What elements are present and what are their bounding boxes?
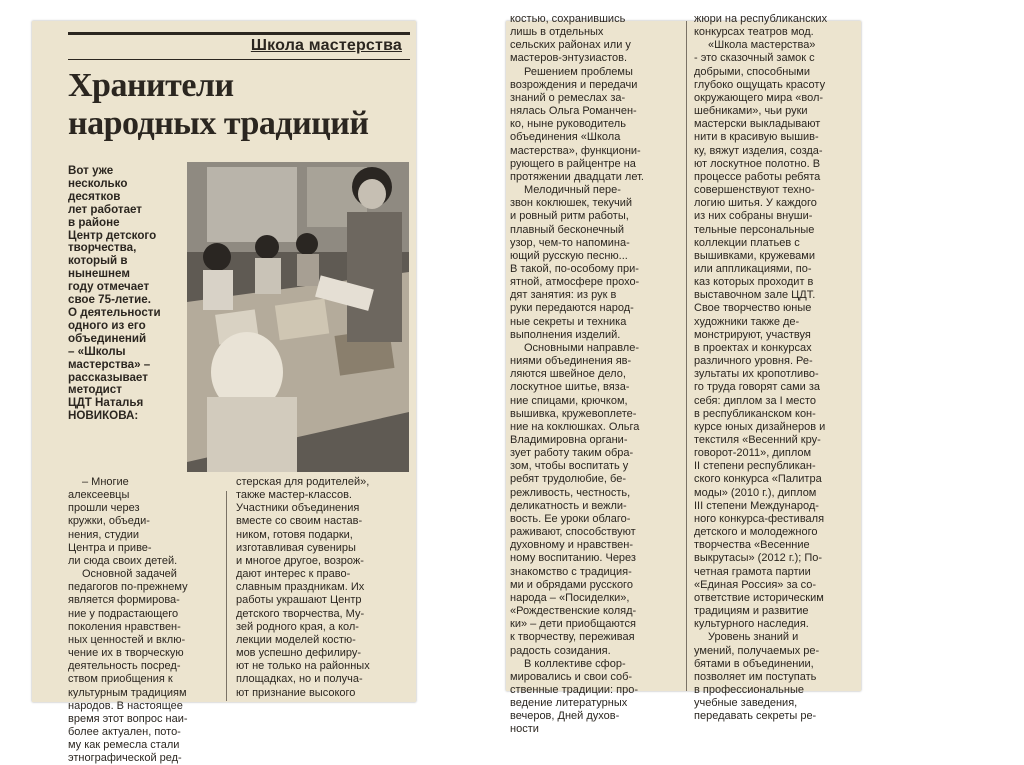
- headline-line-2: народных традиций: [68, 105, 369, 142]
- text-line: совершенствуют техно-: [694, 184, 815, 197]
- text-line: коллекции платьев с: [694, 236, 800, 249]
- text-line: – «Школы: [68, 344, 126, 358]
- text-line: НОВИКОВА:: [68, 409, 139, 423]
- text-line: культурным традициям: [68, 686, 187, 699]
- text-line: ятной, атмосфере прохо-: [510, 276, 640, 289]
- text-line: ского конкурса «Палитра: [694, 473, 822, 486]
- text-line: раживают, способствуют: [510, 526, 636, 539]
- text-line: мастерства», функциони-: [510, 144, 641, 157]
- text-line: передавать секреты ре-: [694, 710, 817, 723]
- text-line: бятами в объединении,: [694, 657, 814, 670]
- text-line: мастеров-энтузиастов.: [510, 52, 628, 65]
- text-line: нынешнем: [68, 267, 130, 281]
- text-line: возрождения и передачи: [510, 78, 638, 91]
- text-line: выкрутасы» (2012 г.); По-: [694, 552, 823, 565]
- text-line: рассказывает: [68, 370, 148, 384]
- text-line: протяжении двадцати лет.: [510, 170, 644, 183]
- text-line: творчества «Весенние: [694, 539, 810, 552]
- text-line: «Единая Россия» за со-: [694, 578, 817, 591]
- text-line: знаний о ремеслах за-: [510, 91, 626, 104]
- text-line: II степени республикан-: [694, 460, 816, 473]
- text-line: конкурсах театров мод.: [694, 26, 814, 39]
- text-line: нения, студии: [68, 528, 139, 541]
- text-line: свое 75-летие.: [68, 293, 151, 307]
- article-lead: [68, 165, 184, 423]
- text-line: го труда говорят сами за: [694, 381, 821, 394]
- text-line: зует работу таким обра-: [510, 447, 634, 460]
- right-newspaper-clipping: [506, 13, 861, 736]
- text-line: различного уровня. Ре-: [694, 355, 813, 368]
- text-line: ми и обрядами русского: [510, 578, 633, 591]
- article-column-3: [510, 13, 678, 737]
- text-line: жюри на республиканских: [694, 13, 828, 25]
- text-line: ки» – дети приобщаются: [510, 618, 636, 631]
- text-line: детского творчества, Му-: [236, 607, 365, 620]
- text-line: ние у подрастающего: [68, 607, 179, 620]
- text-line: текстиля «Весенний кру-: [694, 434, 821, 446]
- headline-line-1: Хранители: [68, 67, 234, 104]
- text-line: выставочном зале ЦДТ.: [694, 289, 816, 302]
- text-line: Основными направле-: [524, 341, 640, 354]
- text-line: ником, готовя подарки,: [236, 528, 353, 541]
- text-line: дят занятия: из рук в: [510, 289, 617, 302]
- section-rubric: Школа мастерства: [250, 37, 402, 54]
- text-line: мов успешно дефилиру-: [236, 647, 362, 660]
- text-line: славным праздникам. Их: [236, 581, 365, 594]
- text-line: вышивками, кружевами: [694, 249, 816, 262]
- text-line: духовному и нравствен-: [510, 539, 634, 552]
- text-line: ют признание высокого: [236, 686, 356, 699]
- text-line: Владимировна органи-: [510, 434, 628, 446]
- text-line: О деятельности: [68, 305, 161, 319]
- text-line: радость созидания.: [510, 644, 611, 657]
- text-line: «Школа мастерства»: [708, 39, 816, 52]
- top-rule: [68, 32, 410, 35]
- text-line: лекции моделей костю-: [236, 633, 356, 646]
- text-line: ребят трудолюбие, бе-: [510, 473, 626, 486]
- text-line: мастерски выкладывают: [694, 118, 821, 131]
- text-line: ко, ныне руководитель: [510, 118, 626, 131]
- text-line: костью, сохранившись: [510, 13, 626, 25]
- text-line: в профессиональные: [694, 683, 804, 696]
- text-line: творчества,: [68, 241, 137, 255]
- text-line: деятельность посред-: [68, 660, 181, 673]
- text-line: Решением проблемы: [524, 65, 633, 78]
- text-line: объединения «Школа: [510, 131, 621, 144]
- text-line: народа – «Посиделки»,: [510, 591, 630, 604]
- text-line: лишь в отдельных: [510, 26, 604, 39]
- text-line: глубоко ощущать красоту: [694, 78, 826, 91]
- article-column-2: [236, 476, 408, 700]
- text-line: ют не только на районных: [236, 660, 370, 673]
- text-line: III степени Международ-: [694, 499, 819, 512]
- text-line: вость. Ее уроки облаго-: [510, 512, 631, 525]
- text-line: монстрируют, участвуя: [694, 328, 811, 341]
- text-line: мировались и свои соб-: [510, 670, 633, 683]
- text-line: в республиканском кон-: [694, 407, 816, 420]
- photo-illustration: [187, 162, 409, 472]
- text-line: зультаты их кропотливо-: [694, 368, 819, 381]
- text-line: выполнения изделий.: [510, 328, 621, 341]
- text-line: говорот-2011», диплом: [694, 447, 812, 460]
- article-column-1: [68, 476, 215, 765]
- text-line: вечеров, Дней духов-: [510, 710, 620, 723]
- text-line: народов. В настоящее: [68, 699, 183, 712]
- text-line: ли сюда своих детей.: [68, 554, 178, 567]
- text-line: окружающего мира «вол-: [694, 91, 824, 104]
- text-line: режливость, честность,: [510, 486, 631, 499]
- text-line: более актуален, пото-: [68, 725, 181, 738]
- text-line: нити в красивую вышив-: [694, 131, 819, 144]
- column-divider: [226, 491, 227, 701]
- text-line: площадках, но и получа-: [236, 673, 363, 686]
- text-line: узор, чем-то напомина-: [510, 236, 630, 249]
- text-line: время этот вопрос наи-: [68, 712, 188, 725]
- text-line: Центр детского: [68, 228, 157, 242]
- text-line: нялась Ольга Романчен-: [510, 105, 637, 118]
- article-headline: [68, 67, 408, 143]
- text-line: В коллективе сфор-: [524, 657, 626, 670]
- text-line: деликатность и вежли-: [510, 499, 627, 512]
- text-line: ют лоскутное полотно. В: [694, 157, 821, 170]
- text-line: одного из его: [68, 318, 146, 332]
- text-line: десятков: [68, 189, 121, 203]
- text-line: сельских районах или у: [510, 39, 631, 52]
- text-line: ные секреты и техника: [510, 315, 627, 328]
- text-line: умений, получаемых ре-: [694, 644, 820, 657]
- left-newspaper-clipping: [32, 21, 416, 765]
- text-line: ниями объединения яв-: [510, 355, 632, 368]
- text-line: дают интерес к право-: [236, 568, 351, 581]
- text-line: к творчеству, переживая: [510, 631, 635, 644]
- text-line: шебниками», чьи руки: [694, 105, 808, 118]
- text-line: художники также де-: [694, 315, 800, 328]
- text-line: ляются швейное дело,: [510, 368, 626, 381]
- text-line: четная грамота партии: [694, 565, 811, 578]
- text-line: Участники объединения: [236, 502, 360, 515]
- text-line: учебные заведения,: [694, 697, 798, 710]
- text-line: - это сказочный замок с: [694, 52, 815, 65]
- text-line: себя: диплом за I место: [694, 394, 816, 407]
- text-line: традициям и развитие: [694, 605, 809, 618]
- rubric-rule: [68, 59, 410, 60]
- text-line: в районе: [68, 215, 120, 229]
- text-line: поколения нравствен-: [68, 620, 181, 633]
- text-line: процессе работы ребята: [694, 170, 821, 183]
- text-line: также мастер-классов.: [236, 489, 352, 502]
- text-line: зом, чтобы воспитать у: [510, 460, 629, 473]
- text-line: ЦДТ Наталья: [68, 396, 144, 410]
- text-line: ние на коклюшках. Ольга: [510, 420, 640, 433]
- text-line: тельные персональные: [694, 223, 815, 236]
- text-line: каз которых проходит в: [694, 276, 814, 289]
- text-line: методист: [68, 383, 122, 397]
- text-line: позволяет им поступать: [694, 670, 817, 683]
- text-line: му как ремесла стали: [68, 739, 180, 752]
- text-line: рующего в райцентре на: [510, 157, 636, 170]
- text-line: ственные традиции: про-: [510, 683, 638, 696]
- text-line: добрыми, способными: [694, 65, 810, 78]
- text-line: ному воспитанию. Через: [510, 552, 636, 565]
- text-line: плавный бесконечный: [510, 223, 625, 236]
- text-line: ющий русскую песню...: [510, 249, 628, 262]
- text-line: несколько: [68, 176, 128, 190]
- text-line: ние спицами, крючком,: [510, 394, 628, 407]
- text-line: прошли через: [68, 502, 140, 515]
- text-line: году отмечает: [68, 280, 150, 294]
- text-line: кружки, объеди-: [68, 515, 150, 528]
- text-line: – Многие: [82, 476, 129, 488]
- text-line: курсе юных дизайнеров и: [694, 420, 826, 433]
- text-line: ку, вяжут изделия, созда-: [694, 144, 823, 157]
- text-line: объединений: [68, 331, 147, 345]
- text-line: в проектах и конкурсах: [694, 341, 812, 354]
- text-line: моды» (2010 г.), диплом: [694, 486, 817, 499]
- text-line: вышивка, кружевоплете-: [510, 407, 637, 420]
- text-line: В такой, по-особому при-: [510, 262, 639, 275]
- text-line: лет работает: [68, 202, 142, 216]
- text-line: Центра и приве-: [68, 541, 152, 554]
- text-line: стерская для родителей»,: [236, 476, 370, 488]
- text-line: работы украшают Центр: [236, 594, 362, 607]
- text-line: изготавливая сувениры: [236, 541, 356, 554]
- text-line: Уровень знаний и: [708, 631, 799, 644]
- text-line: алексеевцы: [68, 489, 130, 502]
- text-line: ных ценностей и вклю-: [68, 633, 186, 646]
- text-line: или аппликациями, по-: [694, 262, 812, 275]
- text-line: логию шитья. У каждого: [694, 197, 817, 210]
- text-line: лоскутное шитье, вяза-: [510, 381, 630, 394]
- text-line: из них собраны внуши-: [694, 210, 813, 223]
- text-line: ответствие историческим: [694, 591, 824, 604]
- text-line: руки передаются народ-: [510, 302, 634, 315]
- column-divider-right: [686, 21, 687, 691]
- article-photo: [187, 162, 409, 472]
- text-line: который в: [68, 254, 128, 268]
- text-line: мастерства» –: [68, 357, 151, 371]
- text-line: культурного наследия.: [694, 618, 809, 631]
- text-line: Свое творчество юные: [694, 302, 812, 315]
- text-line: «Рождественские коляд-: [510, 605, 637, 618]
- text-line: Мелодичный пере-: [524, 184, 621, 197]
- text-line: ством приобщения к: [68, 673, 173, 686]
- text-line: и многое другое, возрож-: [236, 554, 364, 567]
- text-line: звон коклюшек, текучий: [510, 197, 633, 210]
- text-line: является формирова-: [68, 594, 180, 607]
- text-line: зей родного края, а кол-: [236, 620, 359, 633]
- text-line: знакомство с традиция-: [510, 565, 632, 578]
- article-column-4: [694, 13, 856, 723]
- text-line: ности: [510, 723, 539, 736]
- text-line: Основной задачей: [82, 568, 177, 581]
- text-line: педагогов по-прежнему: [68, 581, 188, 594]
- text-line: Вот уже: [68, 164, 114, 177]
- text-line: ного конкурса-фестиваля: [694, 512, 825, 525]
- text-line: и ровный ритм работы,: [510, 210, 629, 223]
- text-line: вместе со своим настав-: [236, 515, 363, 528]
- text-line: этнографической ред-: [68, 752, 182, 765]
- text-line: чение их в творческую: [68, 647, 184, 660]
- text-line: детского и молодежного: [694, 526, 818, 539]
- text-line: ведение литературных: [510, 697, 628, 710]
